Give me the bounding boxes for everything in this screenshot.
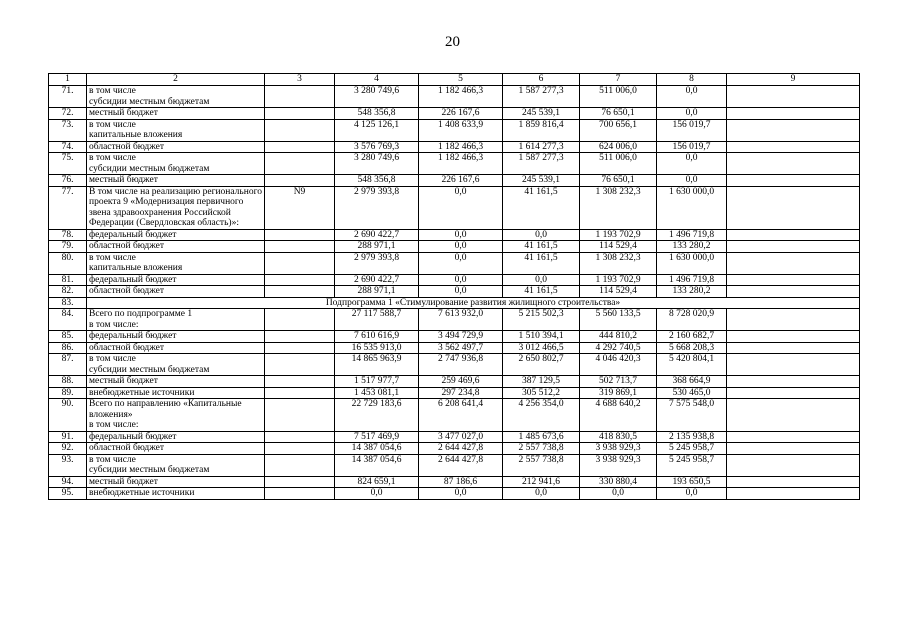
amount-cell: 1 193 702,9 [580,274,657,286]
row-label: областной бюджет [87,342,265,354]
amount-cell: 1 630 000,0 [657,186,727,229]
row-number: 93. [49,454,87,476]
amount-cell: 7 610 616,9 [335,331,419,343]
amount-cell: 0,0 [657,153,727,175]
amount-cell: 41 161,5 [503,186,580,229]
row-label: федеральный бюджет [87,431,265,443]
amount-cell: 87 186,6 [419,476,503,488]
amount-cell: 502 713,7 [580,376,657,388]
row-label: Всего по подпрограмме 1 в том числе: [87,309,265,331]
amount-cell: 2 557 738,8 [503,454,580,476]
amount-cell: 3 562 497,7 [419,342,503,354]
row-number: 92. [49,443,87,455]
table-header-row [49,74,860,86]
amount-cell: 330 880,4 [580,476,657,488]
amount-cell: 0,0 [657,488,727,500]
table-row [49,153,860,175]
target-code [265,431,335,443]
amount-cell: 14 387 054,6 [335,454,419,476]
row-label: в том числе субсидии местным бюджетам [87,354,265,376]
amount-cell: 22 729 183,6 [335,399,419,432]
note-cell [727,286,860,298]
note-cell [727,443,860,455]
amount-cell: 41 161,5 [503,241,580,253]
table-row [49,454,860,476]
amount-cell: 3 938 929,3 [580,443,657,455]
amount-cell: 1 453 081,1 [335,387,419,399]
target-code [265,119,335,141]
note-cell [727,119,860,141]
row-number: 90. [49,399,87,432]
amount-cell: 305 512,2 [503,387,580,399]
amount-cell: 6 208 641,4 [419,399,503,432]
amount-cell: 0,0 [419,274,503,286]
page-number: 20 [445,34,460,50]
amount-cell: 41 161,5 [503,252,580,274]
amount-cell: 114 529,4 [580,241,657,253]
table-row [49,86,860,108]
amount-cell: 2 135 938,8 [657,431,727,443]
table-row [49,376,860,388]
amount-cell: 8 728 020,9 [657,309,727,331]
amount-cell: 0,0 [503,274,580,286]
amount-cell: 0,0 [657,108,727,120]
amount-cell: 418 830,5 [580,431,657,443]
amount-cell: 7 575 548,0 [657,399,727,432]
amount-cell: 0,0 [657,175,727,187]
note-cell [727,175,860,187]
table-row [49,186,860,229]
note-cell [727,476,860,488]
amount-cell: 624 006,0 [580,141,657,153]
target-code [265,229,335,241]
target-code: N9 [265,186,335,229]
amount-cell: 530 465,0 [657,387,727,399]
row-number: 85. [49,331,87,343]
target-code [265,488,335,500]
amount-cell: 1 485 673,6 [503,431,580,443]
table-row [49,399,860,432]
amount-cell: 0,0 [419,252,503,274]
amount-cell: 4 125 126,1 [335,119,419,141]
amount-cell: 1 193 702,9 [580,229,657,241]
row-number: 79. [49,241,87,253]
target-code [265,108,335,120]
column-header-6: 6 [503,74,580,86]
table-row [49,443,860,455]
amount-cell: 0,0 [419,229,503,241]
target-code [265,376,335,388]
note-cell [727,229,860,241]
row-number: 71. [49,86,87,108]
target-code [265,309,335,331]
amount-cell: 2 644 427,8 [419,454,503,476]
amount-cell: 824 659,1 [335,476,419,488]
amount-cell: 3 494 729,9 [419,331,503,343]
amount-cell: 3 012 466,5 [503,342,580,354]
section-title: Подпрограмма 1 «Стимулирование развития жилищного строительства» [87,297,860,309]
amount-cell: 133 280,2 [657,241,727,253]
target-code [265,387,335,399]
row-label: областной бюджет [87,141,265,153]
column-header-8: 8 [657,74,727,86]
row-number: 91. [49,431,87,443]
amount-cell: 7 517 469,9 [335,431,419,443]
row-number: 73. [49,119,87,141]
amount-cell: 0,0 [419,186,503,229]
target-code [265,241,335,253]
table-row [49,141,860,153]
target-code [265,354,335,376]
table-row [49,286,860,298]
note-cell [727,431,860,443]
amount-cell: 4 046 420,3 [580,354,657,376]
column-header-5: 5 [419,74,503,86]
target-code [265,399,335,432]
table-row [49,476,860,488]
target-code [265,286,335,298]
amount-cell: 1 496 719,8 [657,229,727,241]
amount-cell: 41 161,5 [503,286,580,298]
amount-cell: 5 245 958,7 [657,443,727,455]
table-row [49,175,860,187]
amount-cell: 5 560 133,5 [580,309,657,331]
table-row [49,274,860,286]
amount-cell: 319 869,1 [580,387,657,399]
amount-cell: 2 644 427,8 [419,443,503,455]
target-code [265,252,335,274]
note-cell [727,141,860,153]
row-number: 74. [49,141,87,153]
target-code [265,443,335,455]
amount-cell: 0,0 [503,488,580,500]
row-label: в том числе субсидии местным бюджетам [87,153,265,175]
amount-cell: 511 006,0 [580,153,657,175]
amount-cell: 2 747 936,8 [419,354,503,376]
amount-cell: 3 938 929,3 [580,454,657,476]
row-number: 77. [49,186,87,229]
row-label: в том числе капитальные вложения [87,252,265,274]
amount-cell: 387 129,5 [503,376,580,388]
amount-cell: 1 496 719,8 [657,274,727,286]
row-number: 95. [49,488,87,500]
row-label: областной бюджет [87,443,265,455]
note-cell [727,309,860,331]
amount-cell: 212 941,6 [503,476,580,488]
amount-cell: 27 117 588,7 [335,309,419,331]
note-cell [727,86,860,108]
note-cell [727,252,860,274]
table-row [49,331,860,343]
amount-cell: 1 630 000,0 [657,252,727,274]
row-number: 89. [49,387,87,399]
row-label: федеральный бюджет [87,274,265,286]
target-code [265,175,335,187]
column-header-2: 2 [87,74,265,86]
row-number: 87. [49,354,87,376]
amount-cell: 2 557 738,8 [503,443,580,455]
amount-cell: 3 477 027,0 [419,431,503,443]
target-code [265,476,335,488]
amount-cell: 0,0 [419,286,503,298]
row-label: в том числе капитальные вложения [87,119,265,141]
note-cell [727,241,860,253]
note-cell [727,454,860,476]
amount-cell: 245 539,1 [503,175,580,187]
amount-cell: 259 469,6 [419,376,503,388]
amount-cell: 297 234,8 [419,387,503,399]
amount-cell: 3 280 749,6 [335,86,419,108]
target-code [265,331,335,343]
row-number: 72. [49,108,87,120]
note-cell [727,186,860,229]
amount-cell: 16 535 913,0 [335,342,419,354]
amount-cell: 0,0 [419,488,503,500]
table-row [49,387,860,399]
amount-cell: 1 182 466,3 [419,86,503,108]
amount-cell: 700 656,1 [580,119,657,141]
row-number: 84. [49,309,87,331]
target-code [265,141,335,153]
column-header-7: 7 [580,74,657,86]
column-header-4: 4 [335,74,419,86]
note-cell [727,399,860,432]
amount-cell: 5 668 208,3 [657,342,727,354]
table-row [49,354,860,376]
row-number: 76. [49,175,87,187]
note-cell [727,488,860,500]
note-cell [727,108,860,120]
row-label: Всего по направлению «Капитальные вложения» в том числе: [87,399,265,432]
row-number: 80. [49,252,87,274]
amount-cell: 5 420 804,1 [657,354,727,376]
row-label: в том числе субсидии местным бюджетам [87,86,265,108]
note-cell [727,342,860,354]
amount-cell: 0,0 [335,488,419,500]
target-code [265,454,335,476]
amount-cell: 226 167,6 [419,175,503,187]
amount-cell: 1 614 277,3 [503,141,580,153]
amount-cell: 2 650 802,7 [503,354,580,376]
amount-cell: 0,0 [657,86,727,108]
amount-cell: 7 613 932,0 [419,309,503,331]
table-row [49,241,860,253]
amount-cell: 444 810,2 [580,331,657,343]
amount-cell: 114 529,4 [580,286,657,298]
table-row [49,431,860,443]
note-cell [727,354,860,376]
amount-cell: 288 971,1 [335,241,419,253]
row-number: 86. [49,342,87,354]
row-label: внебюджетные источники [87,387,265,399]
table-row [49,297,860,309]
amount-cell: 368 664,9 [657,376,727,388]
amount-cell: 156 019,7 [657,119,727,141]
amount-cell: 0,0 [419,241,503,253]
row-number: 82. [49,286,87,298]
amount-cell: 511 006,0 [580,86,657,108]
table-row [49,488,860,500]
row-number: 88. [49,376,87,388]
amount-cell: 548 356,8 [335,175,419,187]
amount-cell: 1 859 816,4 [503,119,580,141]
table-row [49,119,860,141]
row-label: федеральный бюджет [87,229,265,241]
budget-table [48,73,860,500]
row-number: 78. [49,229,87,241]
amount-cell: 4 256 354,0 [503,399,580,432]
row-label: областной бюджет [87,241,265,253]
amount-cell: 548 356,8 [335,108,419,120]
amount-cell: 133 280,2 [657,286,727,298]
table-row [49,108,860,120]
target-code [265,86,335,108]
column-header-1: 1 [49,74,87,86]
amount-cell: 288 971,1 [335,286,419,298]
amount-cell: 0,0 [580,488,657,500]
row-label: федеральный бюджет [87,331,265,343]
amount-cell: 2 690 422,7 [335,229,419,241]
amount-cell: 3 280 749,6 [335,153,419,175]
row-number: 81. [49,274,87,286]
amount-cell: 1 510 394,1 [503,331,580,343]
amount-cell: 156 019,7 [657,141,727,153]
table-row [49,229,860,241]
amount-cell: 4 688 640,2 [580,399,657,432]
amount-cell: 2 979 393,8 [335,186,419,229]
amount-cell: 1 308 232,3 [580,252,657,274]
target-code [265,153,335,175]
amount-cell: 76 650,1 [580,175,657,187]
row-label: местный бюджет [87,175,265,187]
amount-cell: 1 587 277,3 [503,86,580,108]
amount-cell: 2 160 682,7 [657,331,727,343]
row-label: местный бюджет [87,376,265,388]
amount-cell: 193 650,5 [657,476,727,488]
row-label: местный бюджет [87,476,265,488]
note-cell [727,376,860,388]
target-code [265,274,335,286]
table-row [49,252,860,274]
row-label: В том числе на реализацию регионального проекта 9 «Модернизация первичного звена здравоохранения Российской Федерации (Свердловская область)»: [87,186,265,229]
note-cell [727,387,860,399]
row-number: 75. [49,153,87,175]
amount-cell: 1 587 277,3 [503,153,580,175]
column-header-9: 9 [727,74,860,86]
amount-cell: 5 215 502,3 [503,309,580,331]
amount-cell: 1 182 466,3 [419,141,503,153]
table-row [49,342,860,354]
table-row [49,309,860,331]
amount-cell: 14 865 963,9 [335,354,419,376]
amount-cell: 4 292 740,5 [580,342,657,354]
note-cell [727,153,860,175]
amount-cell: 1 182 466,3 [419,153,503,175]
row-label: областной бюджет [87,286,265,298]
column-header-3: 3 [265,74,335,86]
amount-cell: 1 308 232,3 [580,186,657,229]
row-label: внебюджетные источники [87,488,265,500]
amount-cell: 5 245 958,7 [657,454,727,476]
row-number: 94. [49,476,87,488]
row-label: местный бюджет [87,108,265,120]
amount-cell: 2 979 393,8 [335,252,419,274]
target-code [265,342,335,354]
amount-cell: 3 576 769,3 [335,141,419,153]
row-number: 83. [49,297,87,309]
note-cell [727,331,860,343]
amount-cell: 2 690 422,7 [335,274,419,286]
row-label: в том числе субсидии местным бюджетам [87,454,265,476]
note-cell [727,274,860,286]
amount-cell: 76 650,1 [580,108,657,120]
amount-cell: 0,0 [503,229,580,241]
amount-cell: 1 408 633,9 [419,119,503,141]
amount-cell: 14 387 054,6 [335,443,419,455]
amount-cell: 226 167,6 [419,108,503,120]
amount-cell: 245 539,1 [503,108,580,120]
amount-cell: 1 517 977,7 [335,376,419,388]
